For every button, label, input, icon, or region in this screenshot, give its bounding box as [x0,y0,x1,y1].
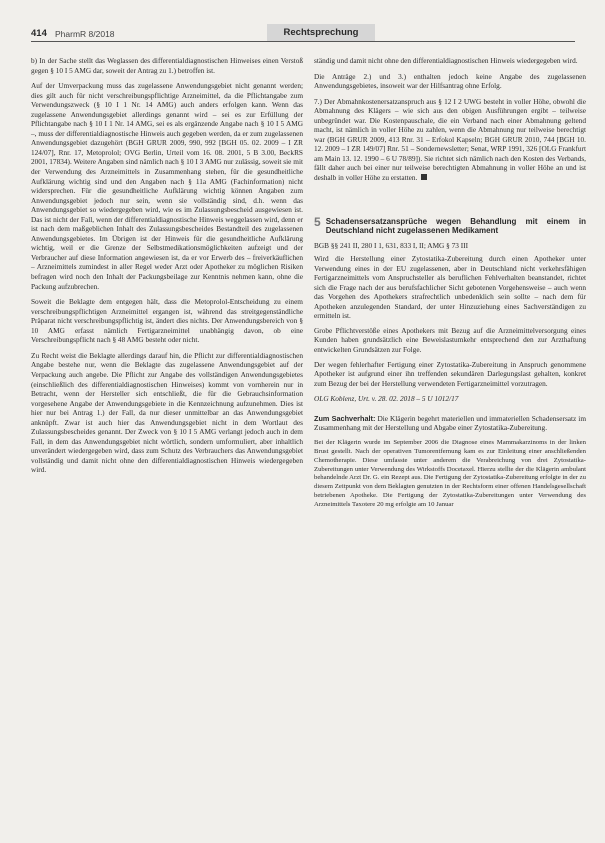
headnote: Wird die Herstellung einer Zytostatika-Zubereitung durch einen Apotheker unter Verwendung eines in der EU zugelassenen, aber in Deutschland nicht verkehrsfähigen Fertigarzneimittels vom Anspruchsteller als beruflichen Fehlverhalten beanstandet, richtet sich die Frage nach der aus berufsfachlicher Sicht gebotenen Vorgehensweise – auch wenn das Vorgehen des Apothekers strafrechtlich unbedenklich sein sollte – nach dem für Apotheken anzulegenden Standard, der unter Hinzuziehung eines Sachverständigen zu ermitteln ist. [314,254,586,321]
journal-name: PharmR 8/2018 [55,29,115,39]
paragraph [314,97,586,183]
court-citation: OLG Koblenz, Urt. v. 28. 02. 2018 – 5 U 1012/17 [314,394,459,404]
paragraph: Die Anträge 2.) und 3.) enthalten jedoch keine Angabe des zugelassenen Anwendungsgebietes, insoweit war der Hilfsantrag ohne Erfolg. [314,71,586,91]
headnote: Der wegen fehlerhafter Fertigung einer Zytostatika-Zubereitung in Anspruch genommene Apotheker ist aufgrund einer ihn treffenden sekundären Darlegungslast gehalten, konkret zum Bezug der bei der Herstellung verwendeten Fertigarzneimittel vorzutragen. [314,359,586,388]
paragraph: Soweit die Beklagte dem entgegen hält, dass die Metoprolol-Entscheidung zu einem verschreibungspflichtigen Arzneimittel ergangen ist, während das streitgegenständliche Präparat nicht verschreibungspflichtig ist, ändert dies nichts. Der Anwendungsbereich von § 10 AMG erfasst nämlich Fertigarzneimittel unabhängig davon, ob eine Verschreibungspflicht nach § 48 AMG besteht oder nicht. [31,297,303,345]
case-heading [314,214,586,236]
page-number: 414 [31,28,47,39]
paragraph: ständig und damit nicht ohne den differentialdiagnostischen Hinweis wiedergegeben wird. [314,56,578,65]
header-rule [31,41,575,42]
norms-line: BGB §§ 241 II, 280 I 1, 631, 833 I, II; AMG § 73 III [314,240,469,250]
paragraph: Auf der Umverpackung muss das zugelassene Anwendungsgebiet nicht genannt werden; dies gilt auch für nicht verschreibungspflichtige Arzneimittel, da die Pflichtangabe zum Verwendungszweck (§ 10 I 1 Nr. 14 AMG) auch anders erfolgen kann. Wenn das zugelassene Anwendungsgebiet allerdings genannt wird – sei es zur Erfüllung der Pflichtangabe nach § 10 I 1 Nr. 14 AMG, sei es als ergänzende Angabe nach § 10 I 5 AMG –, muss der differentialdiagnostische Hinweis auch gegeben werden, da er zum zugelassenen Anwendungsgebiet dazugehört (BGH GRUR 2009, 990, 992 [BGH 05. 02. 2009 – I ZR 124/07], Rnr. 17, Metoprolol; OVG Berlin, Urteil vom 16. 08. 2001, 5 B 3.00, BeckRS 2001, 17834). Weitere Angaben sind nämlich nach § 10 I 3 AMG nur zulässig, soweit sie mit der Verwendung des Arzneimittels in Zusammenhang stehen, für die gesundheitliche Aufklärung wichtig sind und den Angaben nach § 11a AMG (Fachinformation) nicht widersprechen. Für die gesundheitliche Aufklärung wichtig können Angaben zum Anwendungsgebiet jedoch nur sein, wenn sie vollständig sind, d.h. wenn das Anwendungsgebiet so wiedergegeben wird, wie es im Zulassungsbescheid ausgewiesen ist. Das ist nicht der Fall, wenn der differentialdiagnostische Hinweis weggelassen wird, denn er ist nach dem maßgeblichen Inhalt des Zulassungsbescheides Bestandteil des zugelassenen Anwendungsgebietes. Im Übrigen ist der Hinweis für die gesundheitliche Aufklärung wichtig, weil er die Grenze der Selbstmedikationsmöglichkeiten aufzeigt und der Verbraucher auf diese Information angewiesen ist, da er vor Erwerb des – freiverkäuflichen – Arzneimittels zumindest in aller Regel weder Arzt oder Apotheker zu möglichen Risiken befragen wird noch den Inhalt der Packungsbeilage zur Kenntnis nehmen kann, ohne die Packung aufzubrechen. [31,81,303,291]
headnotes [314,254,586,388]
right-column [314,56,586,515]
facts-lead-text: Die Klägerin begehrt materiellen und immateriellen Schadensersatz im Zusammenhang mit der Herstellung und Abgabe einer Zytostatika-Zubereitung. [314,413,586,433]
end-mark-icon [421,174,427,180]
facts-label: Zum Sachverhalt: [314,413,376,423]
facts-lead [314,414,586,433]
page-header [31,24,575,48]
section-tab: Rechtsprechung [267,24,375,41]
paragraph: b) In der Sache stellt das Weglassen des differentialdiagnostischen Hinweises einen Verstoß gegen § 10 I 5 AMG dar, soweit der Antrag zu 1.) betroffen ist. [31,56,303,75]
facts-text: Bei der Klägerin wurde im September 2006 die Diagnose eines Mammakarzinoms in der linken Brust gestellt. Nach der operativen Tumorentfernung kam es zur Einleitung einer anschließenden Chemotherapie. Diese umfasste unter anderem die Verabreichung von drei Zytostatika-Zubereitungen unter Verwendung des Wirkstoffs Docetaxel. Hierzu stellte der die Klägerin ambulant behandelnde Arzt Dr. G. ein Rezept aus. Die Fertigung der Zytostatika-Zubereitung erfolgte in der zu diesem Zeitpunkt von dem Beklagten genutzten in der Rechtsform einer offenen Handelsgesellschaft betriebenen Apotheke. Die Fertigung der Zytostatika-Zubereitungen unter Verwendung des Arzneimittels Taxotere 20 mg erfolgte am 10 Januar [314,438,586,509]
paragraph-text: 7.) Der Abmahnkostenersatzanspruch aus § 12 I 2 UWG besteht in voller Höhe, obwohl die Abmahnung des Klägers – wie sich aus den obigen Ausführungen ergibt – teilweise unbegründet war. Die Kostenpauschale, die ein Verband nach einer Abmahnung geltend macht, ist nämlich in voller Höhe zu zahlen, wenn die Abmahnung nur teilweise berechtigt war (BGH GRUR 2009, 413 Rnr. 31 – Erfokol Kapseln; BGH GRUR 2010, 744 [BGH 10. 12. 2009 – I ZR 149/07] Rnr. 51 – Sondernewsletter; Senat, WRP 1991, 326 [OLG Frankfurt am Main 13. 12. 1990 – 6 U 78/89]). Sie richtet sich nämlich nach den Kosten des Verbands, fällt daher auch bei einer nur teilweise berechtigten Abmahnung in voller Höhe an und ist deshalb in voller Höhe zu erstatten. [314,96,586,183]
case-title: Schadensersatzansprüche wegen Behandlung mit einem in Deutschland nicht zugelassenen Medikament [325,216,586,236]
case-number: 5 [314,214,321,229]
left-column [31,56,303,481]
headnote: Grobe Pflichtverstöße eines Apothekers mit Bezug auf die Arzneimittelversorgung eines Kunden haben grundsätzlich eine Beweislastumkehr entsprechend den zur Arzthaftung entwickelten Grundsätzen zur Folge. [314,325,586,355]
paragraph: Zu Recht weist die Beklagte allerdings darauf hin, die Pflicht zur differentialdiagnostischen Angabe bestehe nur, wenn die Beklagte das zugelassene Anwendungsgebiet auf der Verpackung auch angebe. Die Pflicht zur Angabe des vollständigen Anwendungsgebietes (einschließlich des differentialdiagnostischen Hinweises) kommt von vornherein nur in Betracht, wenn der Hersteller sich entschließt, die für die Gebrauchsinformation vorgesehene Angabe der Anwendungsgebiete in die Kennzeichnung aufzunehmen. Dies ist hier nur bei Antrag 1.) der Fall, da nur dieser unmittelbar an das Anwendungsgebiet anknüpft. Zwar ist auch hier das Anwendungsgebiet nicht in dem Wortlaut des Zulassungsbescheides genannt. Der Zweck von § 10 I 5 AMG verlangt jedoch auch in dem Fall, in dem das Anwendungsgebiet nicht wörtlich, sondern umformuliert, aber inhaltlich unverändert wiedergegeben wird, dass zum Schutz des Verbrauchers das Anwendungsgebiet vollständig und damit nicht ohne den differentialdiagnostischen Hinweis wiedergegeben wird. [31,350,303,475]
